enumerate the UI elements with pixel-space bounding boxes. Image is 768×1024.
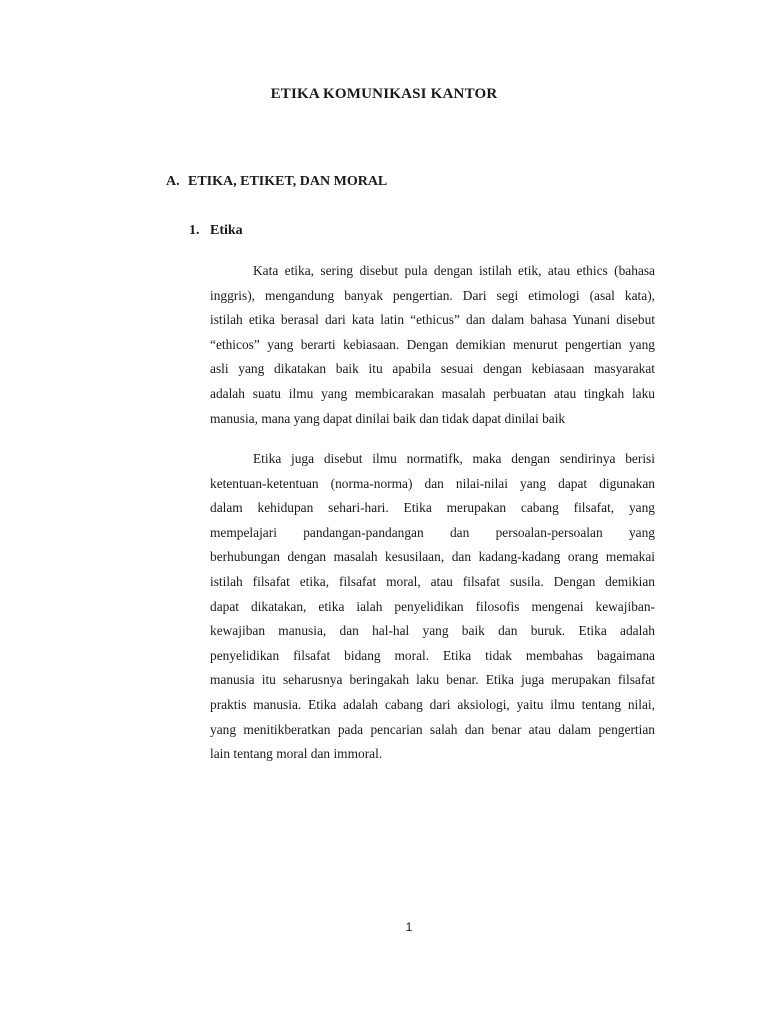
page-number: 1 — [405, 920, 413, 934]
paragraph-line: manusia, mana yang dapat dinilai baik dan tidak dapat dinilai baik — [210, 410, 566, 426]
paragraph-line: mempelajari pandangan-pandangan dan persoalan-persoalan yang — [210, 524, 655, 540]
paragraph-line: manusia itu seharusnya beringakah laku benar. Etika juga merupakan filsafat — [210, 672, 655, 688]
paragraph-line: istilah etika berasal dari kata latin “ethicus” dan dalam bahasa Yunani disebut — [210, 312, 655, 328]
paragraph-line: Kata etika, sering disebut pula dengan istilah etik, atau ethics (bahasa — [253, 263, 655, 278]
paragraph — [210, 259, 655, 431]
paragraph — [210, 447, 655, 767]
paragraph-line: istilah filsafat etika, filsafat moral, atau filsafat susila. Dengan demikian — [210, 573, 655, 589]
paragraph-line: yang menitikberatkan pada pencarian salah dan benar atau dalam pengertian — [210, 721, 655, 737]
paragraph-line: Etika juga disebut ilmu normatifk, maka dengan sendirinya berisi — [253, 451, 655, 466]
subsection-marker: 1. — [189, 223, 200, 238]
paragraph-line: adalah suatu ilmu yang membicarakan masalah perbuatan atau tingkah laku — [210, 385, 655, 401]
paragraph-line: ketentuan-ketentuan (norma-norma) dan nilai-nilai yang dapat digunakan — [210, 475, 655, 491]
section-marker: A. — [166, 174, 180, 189]
paragraph-line: inggris), mengandung banyak pengertian. Dari segi etimologi (asal kata), — [210, 287, 655, 303]
paragraph-line: asli yang dikatakan baik itu apabila sesuai dengan kebiasaan masyarakat — [210, 361, 655, 377]
page-title: ETIKA KOMUNIKASI KANTOR — [270, 86, 498, 102]
paragraph-line: lain tentang moral dan immoral. — [210, 746, 383, 762]
section-title: ETIKA, ETIKET, DAN MORAL — [188, 174, 388, 189]
paragraph-line: dapat dikatakan, etika ialah penyelidikan filosofis mengenai kewajiban- — [210, 598, 655, 614]
paragraph-line: kewajiban manusia, dan hal-hal yang baik dan buruk. Etika adalah — [210, 623, 655, 639]
paragraph-line: praktis manusia. Etika adalah cabang dari aksiologi, yaitu ilmu tentang nilai, — [210, 696, 655, 712]
paragraph-line: dalam kehidupan sehari-hari. Etika merupakan cabang filsafat, yang — [210, 500, 655, 516]
paragraph-line: berhubungan dengan masalah kesusilaan, dan kadang-kadang orang memakai — [210, 549, 655, 565]
paragraph-line: “ethicos” yang berarti kebiasaan. Dengan demikian menurut pengertian yang — [210, 336, 655, 352]
subsection-heading — [189, 223, 243, 239]
paragraph-line: penyelidikan filsafat bidang moral. Etika tidak membahas bagaimana — [210, 647, 655, 663]
section-heading — [166, 174, 387, 190]
subsection-title: Etika — [210, 223, 243, 238]
